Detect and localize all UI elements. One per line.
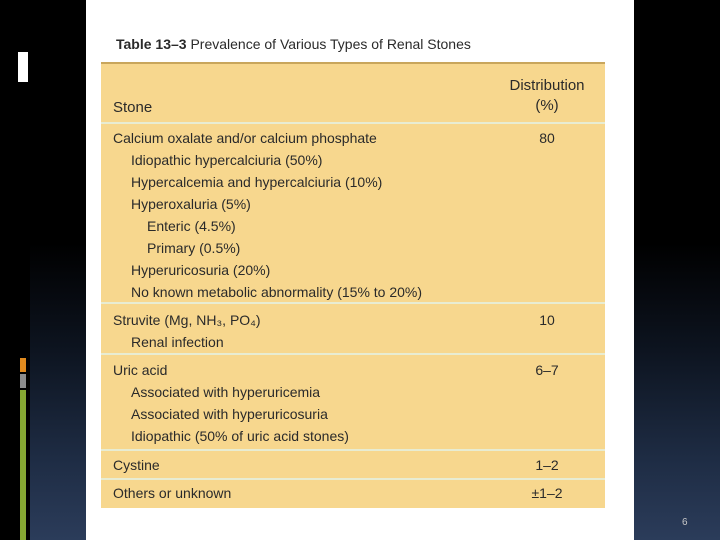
- table-title-text: Prevalence of Various Types of Renal Stones: [190, 36, 471, 52]
- row-separator: [101, 353, 605, 355]
- row-hyperoxaluria: Hyperoxaluria (5%): [131, 196, 251, 212]
- page-number: 6: [682, 517, 688, 528]
- header-distribution-line2: (%): [535, 97, 559, 114]
- row-calcium: Calcium oxalate and/or calcium phosphate: [113, 130, 377, 146]
- renal-stones-table: [101, 62, 605, 508]
- row-assoc-hyperuricosuria: Associated with hyperuricosuria: [131, 406, 328, 422]
- header-stone: Stone: [113, 99, 153, 116]
- row-hypercalcemia: Hypercalcemia and hypercalciuria (10%): [131, 174, 383, 190]
- value-struvite: 10: [539, 312, 555, 328]
- row-idiopathic-uric: Idiopathic (50% of uric acid stones): [131, 428, 349, 444]
- value-calcium: 80: [539, 130, 555, 146]
- row-idiopathic-hypercalciuria: Idiopathic hypercalciuria (50%): [131, 152, 323, 168]
- value-others: ±1–2: [531, 485, 563, 501]
- row-uric-acid: Uric acid: [113, 362, 168, 378]
- row-renal-infection: Renal infection: [131, 334, 224, 350]
- table-title: [116, 36, 471, 52]
- row-separator: [101, 449, 605, 451]
- slide-accent-block: [18, 52, 28, 82]
- row-cystine: Cystine: [113, 457, 160, 473]
- value-uric-acid: 6–7: [535, 362, 559, 378]
- row-primary: Primary (0.5%): [147, 240, 241, 256]
- row-others: Others or unknown: [113, 485, 232, 501]
- accent-bar-gray: [20, 374, 26, 388]
- row-hyperuricosuria: Hyperuricosuria (20%): [131, 262, 271, 278]
- document-image: [86, 0, 634, 540]
- header-distribution-line1: Distribution: [509, 77, 585, 94]
- row-enteric: Enteric (4.5%): [147, 218, 236, 234]
- row-struvite: Struvite (Mg, NH₃, PO₄): [113, 312, 261, 328]
- accent-bar-orange: [20, 358, 26, 372]
- row-no-known-abnormality: No known metabolic abnormality (15% to 20%): [131, 284, 423, 300]
- accent-bar-green: [20, 390, 26, 540]
- value-cystine: 1–2: [535, 457, 559, 473]
- row-assoc-hyperuricemia: Associated with hyperuricemia: [131, 384, 321, 400]
- row-separator: [101, 302, 605, 304]
- table-title-label: Table 13–3: [116, 36, 187, 52]
- row-separator: [101, 478, 605, 480]
- header-separator: [101, 122, 605, 124]
